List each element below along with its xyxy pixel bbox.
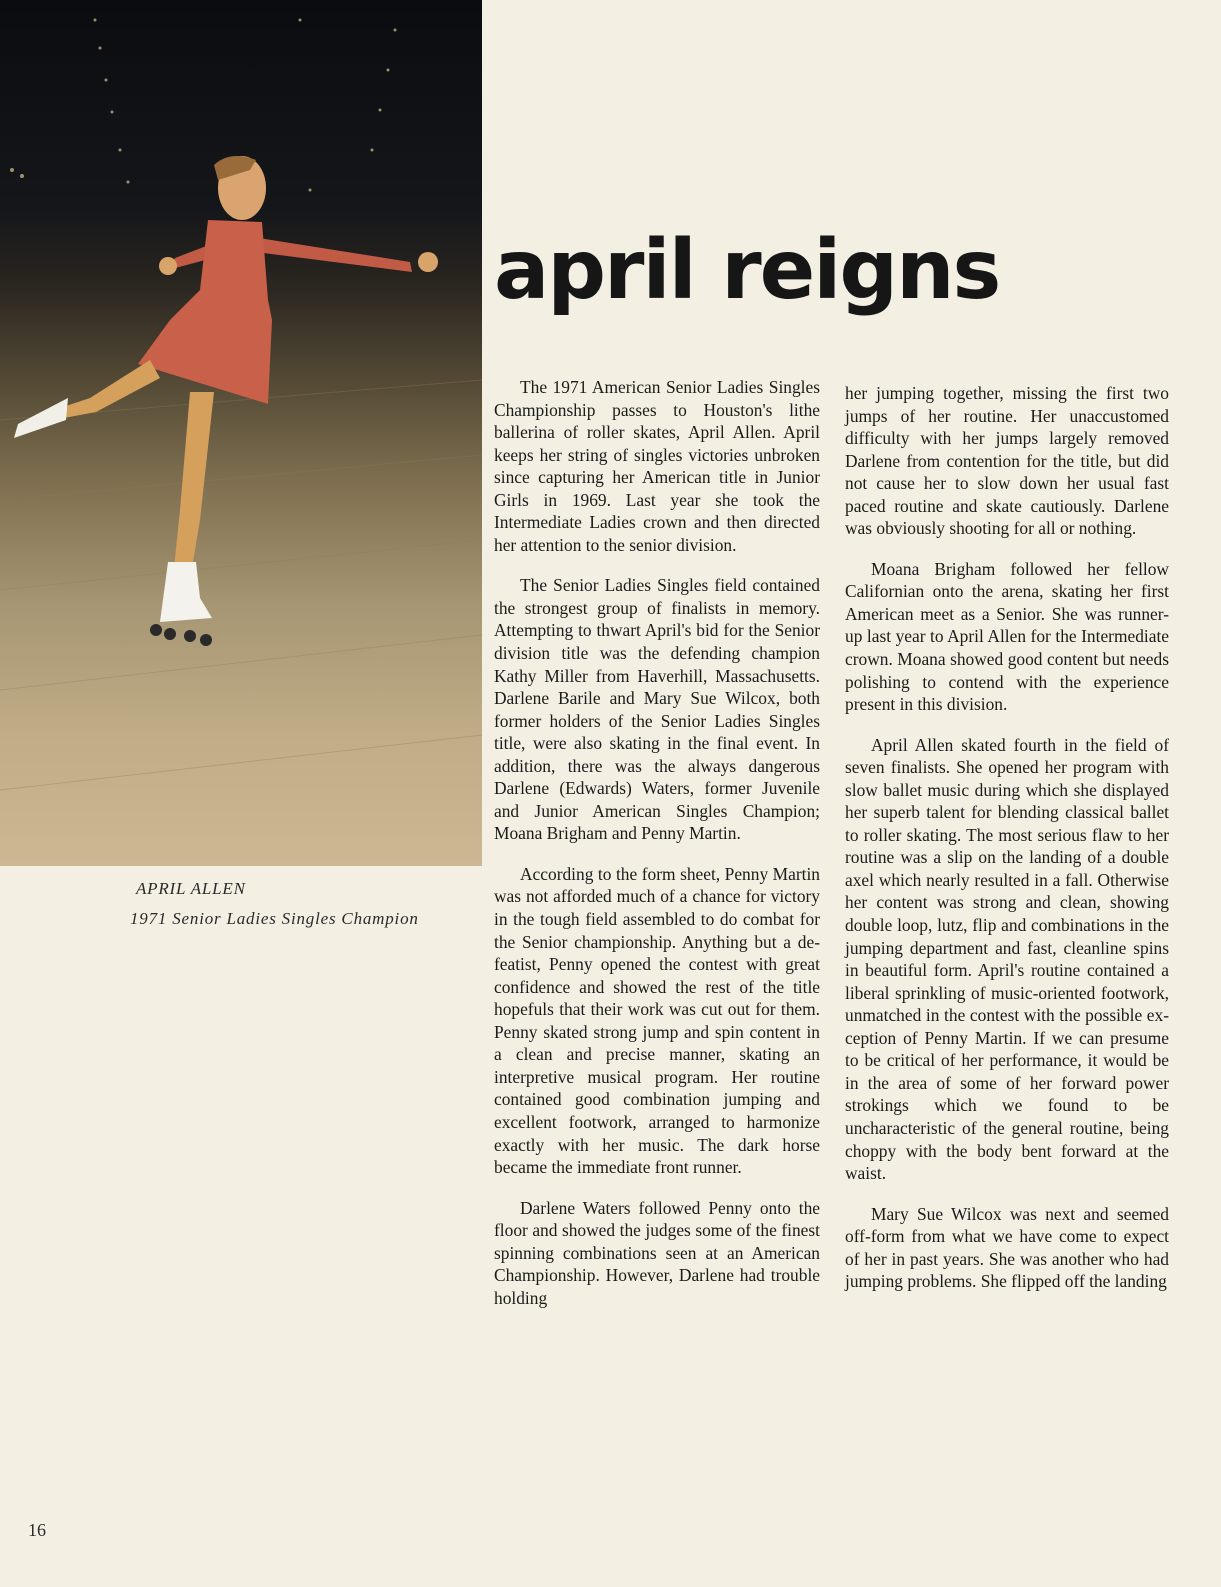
caption-name: APRIL ALLEN [136, 879, 246, 898]
photo-caption [130, 874, 470, 934]
paragraph: The 1971 American Senior Ladies Singles Championship passes to Houston's lithe ballerina of roller skates, April Allen. April keeps her string of singles victories unbroken since capturing her American title in Junior Girls in 1969. Last year she took the Intermediate Ladies crown and then directed her attention to the senior division. [494, 377, 820, 555]
article-column-2 [845, 382, 1169, 1311]
paragraph: her jumping together, missing the first two jumps of her routine. Her unaccustomed difficulty with her jumps largely removed Darlene from contention for the title, but did not cause her to slow down her usual fast paced routine and skate cautiously. Darlene was obviously shooting for all or nothing. [845, 383, 1169, 539]
paragraph: According to the form sheet, Penny Martin was not afforded much of a chance for victory in the tough field assembled to do combat for the Senior championship. Anything but a defeatist, Penny opened the contest with great confidence and showed the rest of the title hopefuls that their work was cut out for them. Penny skated strong jump and spin content in a clean and precise manner, skating an interpretive musical program. Her routine contained good combination jumping and excellent footwork, arranged to harmonize exactly with her music. The dark horse became the immediate front runner. [494, 863, 820, 1178]
paragraph: Darlene Waters followed Penny onto the floor and showed the judges some of the finest spinning combinations seen at an American Championship. However, Darlene had trouble holding [494, 1197, 820, 1308]
paragraph: The Senior Ladies Singles field contained the strongest group of finalists in memory. Attempting to thwart April's bid for the Senior division title was the defending champion Kathy Miller from Haverhill, Massachusetts. Darlene Barile and Mary Sue Wilcox, both former holders of the Senior Ladies Singles title, were also skating in the final event. In addition, there was the always dangerous Darlene (Edwards) Waters, former Juvenile and Junior American Singles Champion; Moana Brigham and Penny Martin. [494, 575, 820, 844]
skater-photo [0, 0, 482, 866]
page-number: 16 [28, 1520, 46, 1540]
paragraph: Mary Sue Wilcox was next and seemed off-form from what we have come to expect of her in past years. She was another who had jumping problems. She flipped off the landing [845, 1203, 1169, 1292]
caption-subtitle: 1971 Senior Ladies Singles Champion [130, 909, 419, 928]
paragraph: April Allen skated fourth in the field of seven finalists. She opened her program with slow ballet music during which she displayed her superb talent for blending classical ballet to roller skating. The most serious flaw to her routine was a slip on the landing of a double axel which nearly resulted in a fall. Otherwise her content was strong and clean, showing double loop, lutz, flip and combinations in the jumping department and fast, cleanline spins in beautiful form. April's routine contained a liberal sprinkling of music-oriented footwork, unmatched in the contest with the possible exception of Penny Martin. If we can presume to be critical of her performance, it would be in the area of some of her forward power strokings which we found to be uncharacteristic of the general routine, being choppy with the body bent forward at the waist. [845, 734, 1169, 1184]
paragraph: Moana Brigham followed her fellow Californian onto the arena, skating her first American meet as a Senior. She was runner-up last year to April Allen for the Intermediate crown. Moana showed good content but needs polishing to contend with the experience present in this division. [845, 558, 1169, 715]
skater-illustration [0, 0, 482, 866]
article-column-1 [494, 376, 820, 1327]
article-title: april reigns [494, 223, 1000, 318]
